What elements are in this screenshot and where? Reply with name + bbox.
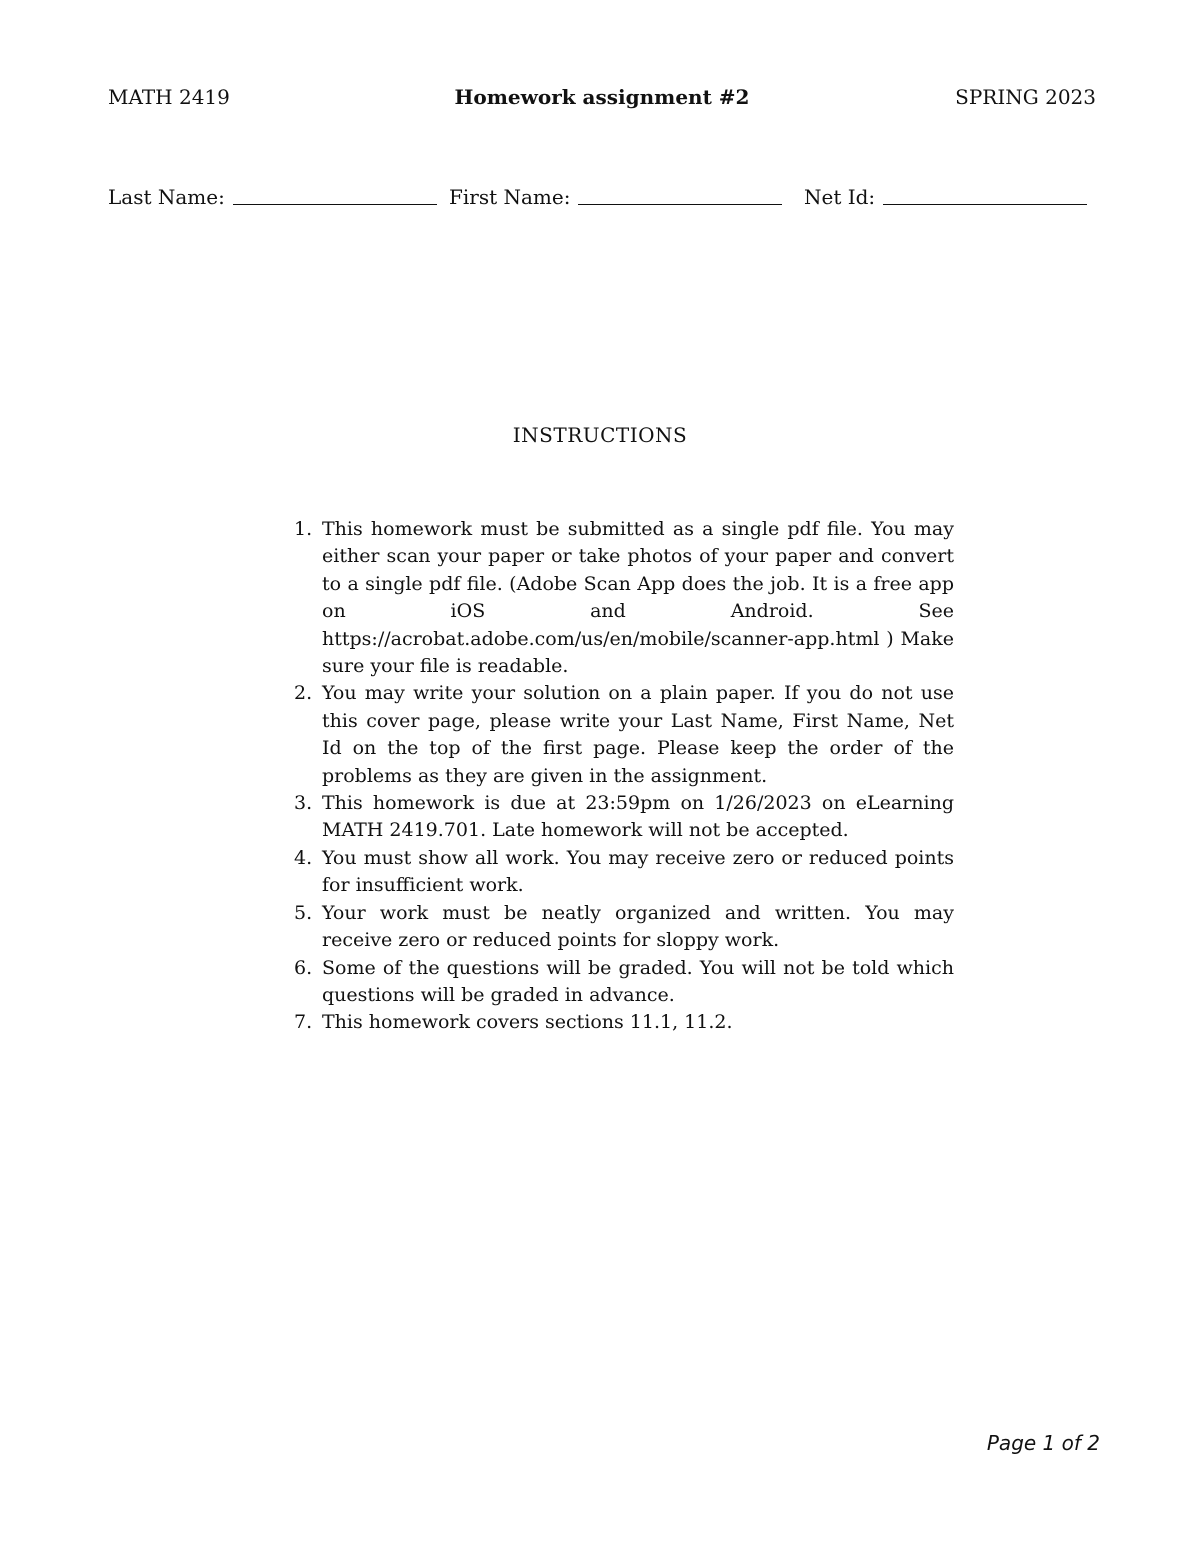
list-item-text: This homework is due at 23:59pm on 1/26/2023 on eLearning MATH 2419.701. Late homework will not be accepted. xyxy=(322,792,954,842)
term-label: SPRING 2023 xyxy=(955,85,1096,109)
list-item-number: 2. xyxy=(294,682,313,705)
list-item xyxy=(292,955,954,1010)
list-item-number: 5. xyxy=(294,901,313,924)
list-item xyxy=(292,516,954,680)
list-item-text: You may write your solution on a plain paper. If you do not use this cover page, please write your Last Name, First Name, Net Id on the top of the first page. Please keep the order of the problems as they are given in the assignment. xyxy=(322,682,954,787)
list-item xyxy=(292,790,954,845)
list-item-number: 4. xyxy=(294,846,313,869)
list-item-text: Some of the questions will be graded. You will not be told which questions will be graded in advance. xyxy=(322,956,954,1006)
list-item xyxy=(292,680,954,790)
net-id-label: Net Id: xyxy=(804,185,876,209)
instructions-heading: INSTRUCTIONS xyxy=(512,423,688,447)
assignment-title: Homework assignment #2 xyxy=(454,85,750,109)
list-item xyxy=(292,1009,954,1036)
net-id-blank xyxy=(883,184,1087,205)
list-item-text: Your work must be neatly organized and written. You may receive zero or reduced points for sloppy work. xyxy=(322,901,954,952)
list-item-number: 6. xyxy=(294,956,313,979)
list-item xyxy=(292,900,954,955)
first-name-field xyxy=(449,183,782,209)
page-header xyxy=(108,85,1096,115)
first-name-blank xyxy=(578,184,782,205)
instructions-list xyxy=(292,516,954,1037)
course-code: MATH 2419 xyxy=(108,85,230,109)
list-item-number: 1. xyxy=(294,518,313,540)
list-item-number: 7. xyxy=(294,1011,313,1034)
last-name-blank xyxy=(233,184,437,205)
last-name-field xyxy=(108,183,437,209)
list-item-text: You must show all work. You may receive zero or reduced points for insufficient work. xyxy=(322,846,954,897)
last-name-label: Last Name: xyxy=(108,185,225,209)
list-item-number: 3. xyxy=(294,792,313,815)
net-id-field xyxy=(804,183,1087,209)
list-item-text: This homework must be submitted as a single pdf file. You may either scan your paper or take photos of your paper and convert to a single pdf file. (Adobe Scan App does the job. It is a free app on iOS and Android. See https://acrobat.adobe.com/us/en/mobile/scanner-app.html ) Make sure your file is readable. xyxy=(322,518,954,678)
student-info-line xyxy=(108,183,1096,213)
list-item xyxy=(292,845,954,900)
list-item-text: This homework covers sections 11.1, 11.2. xyxy=(322,1011,733,1034)
page-number: Page 1 of 2 xyxy=(986,1431,1100,1455)
first-name-label: First Name: xyxy=(449,185,571,209)
